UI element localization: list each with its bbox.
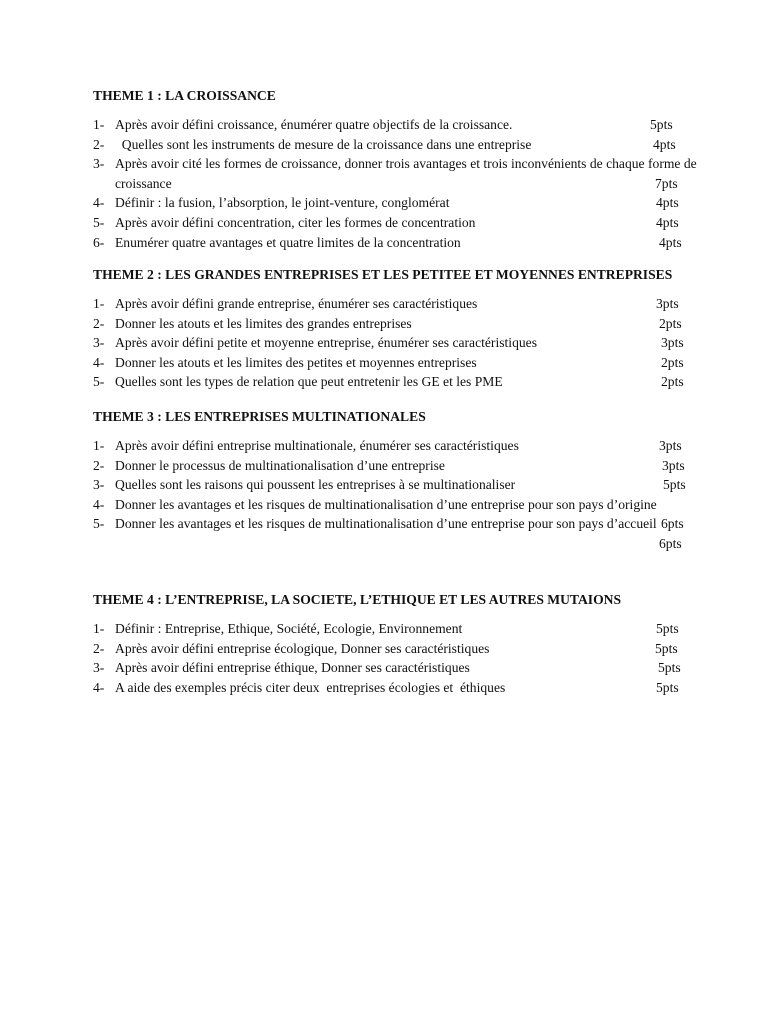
question-number: 5-	[93, 374, 105, 390]
question-points: 4pts	[653, 136, 676, 152]
question-item	[93, 436, 703, 456]
question-number: 6-	[93, 234, 105, 250]
question-text: A aide des exemples précis citer deux entreprises écologies et éthiques	[115, 679, 506, 695]
question-number: 4-	[93, 354, 105, 370]
question-item	[93, 193, 703, 213]
question-points: 5pts	[655, 640, 678, 656]
question-number: 1-	[93, 438, 105, 453]
question-points: 6pts	[661, 516, 684, 532]
question-text: Enumérer quatre avantages et quatre limites de la concentration	[115, 234, 461, 250]
question-number: 2-	[93, 315, 105, 331]
question-number: 2-	[93, 640, 105, 656]
question-item	[93, 353, 703, 373]
question-text: Quelles sont les instruments de mesure de la croissance dans une entreprise	[115, 136, 532, 152]
question-item	[93, 294, 703, 314]
question-number: 4-	[93, 496, 105, 512]
question-points: 4pts	[659, 234, 682, 250]
question-text: Quelles sont les raisons qui poussent les entreprises à se multinationaliser	[115, 477, 516, 493]
question-number: 3-	[93, 335, 105, 351]
question-number: 3-	[93, 477, 105, 493]
question-item	[93, 115, 703, 135]
question-text: Après avoir défini entreprise multinationale, énumérer ses caractéristiques	[115, 438, 519, 453]
question-item	[93, 372, 703, 392]
question-number: 5-	[93, 516, 105, 532]
theme-title: THEME 4 : L’ENTREPRISE, LA SOCIETE, L’ETHIQUE ET LES AUTRES MUTAIONS	[93, 592, 622, 607]
question-item	[93, 639, 703, 659]
question-points: 5pts	[656, 621, 679, 636]
question-points: 2pts	[659, 315, 682, 331]
question-points: 4pts	[656, 195, 679, 211]
question-points: 3pts	[662, 457, 685, 473]
question-item	[93, 678, 703, 698]
question-number: 3-	[93, 660, 105, 676]
question-points: 7pts	[655, 175, 678, 191]
theme-1-section	[93, 86, 703, 252]
question-item	[93, 314, 703, 334]
question-text: Quelles sont les types de relation que peut entretenir les GE et les PME	[115, 374, 503, 390]
question-text: Après avoir défini croissance, énumérer quatre objectifs de la croissance.	[115, 117, 513, 132]
question-number: 2-	[93, 136, 105, 152]
question-number: 5-	[93, 214, 105, 230]
question-item	[93, 475, 703, 495]
question-item	[93, 658, 703, 678]
question-points: 6pts	[659, 535, 682, 551]
question-points: 5pts	[658, 660, 681, 676]
question-text: Donner les avantages et les risques de multinationalisation d’une entreprise pour son pays d’origine	[115, 496, 657, 512]
question-number: 4-	[93, 195, 105, 211]
question-text: Après avoir défini petite et moyenne entreprise, énumérer ses caractéristiques	[115, 335, 537, 351]
question-item	[93, 233, 703, 253]
question-points: 2pts	[661, 354, 684, 370]
question-text: Donner le processus de multinationalisation d’une entreprise	[115, 457, 445, 473]
question-item	[93, 135, 703, 155]
question-points: 3pts	[661, 335, 684, 351]
question-text: Donner les atouts et les limites des grandes entreprises	[115, 315, 412, 331]
question-points: 4pts	[656, 214, 679, 230]
question-item	[93, 154, 703, 193]
theme-3-section	[93, 407, 703, 551]
question-text: Définir : Entreprise, Ethique, Société, Ecologie, Environnement	[115, 621, 463, 636]
question-item	[93, 456, 703, 476]
question-points: 5pts	[650, 117, 673, 132]
theme-4-section	[93, 590, 703, 697]
question-text: Après avoir défini concentration, citer les formes de concentration	[115, 214, 476, 230]
question-number: 1-	[93, 296, 105, 311]
question-number: 1-	[93, 621, 105, 636]
question-item	[93, 213, 703, 233]
question-text: Donner les atouts et les limites des petites et moyennes entreprises	[115, 354, 477, 370]
question-number: 3-	[93, 156, 105, 172]
question-text: Après avoir défini grande entreprise, énumérer ses caractéristiques	[115, 296, 478, 311]
question-item	[93, 514, 703, 551]
question-points: 5pts	[656, 679, 679, 695]
question-text: Après avoir cité les formes de croissance, donner trois avantages et trois inconvénients de chaque forme de croissance	[115, 156, 697, 191]
question-text: Après avoir défini entreprise écologique, Donner ses caractéristiques	[115, 640, 490, 656]
question-number: 1-	[93, 117, 105, 132]
question-points: 3pts	[656, 296, 679, 311]
theme-title: THEME 2 : LES GRANDES ENTREPRISES ET LES PETITEE ET MOYENNES ENTREPRISES	[93, 267, 673, 282]
question-points: 5pts	[663, 477, 686, 493]
question-number: 2-	[93, 457, 105, 473]
question-item	[93, 619, 703, 639]
question-points: 2pts	[661, 374, 684, 390]
question-text: Après avoir défini entreprise éthique, Donner ses caractéristiques	[115, 660, 470, 676]
question-number: 4-	[93, 679, 105, 695]
question-item	[93, 333, 703, 353]
theme-2-section	[93, 265, 703, 392]
theme-title: THEME 1 : LA CROISSANCE	[93, 88, 276, 103]
question-text: Définir : la fusion, l’absorption, le joint-venture, conglomérat	[115, 195, 450, 211]
theme-title: THEME 3 : LES ENTREPRISES MULTINATIONALES	[93, 409, 426, 424]
question-points: 3pts	[659, 438, 682, 453]
question-text: Donner les avantages et les risques de multinationalisation d’une entreprise pour son pays d’accueil	[115, 516, 657, 532]
